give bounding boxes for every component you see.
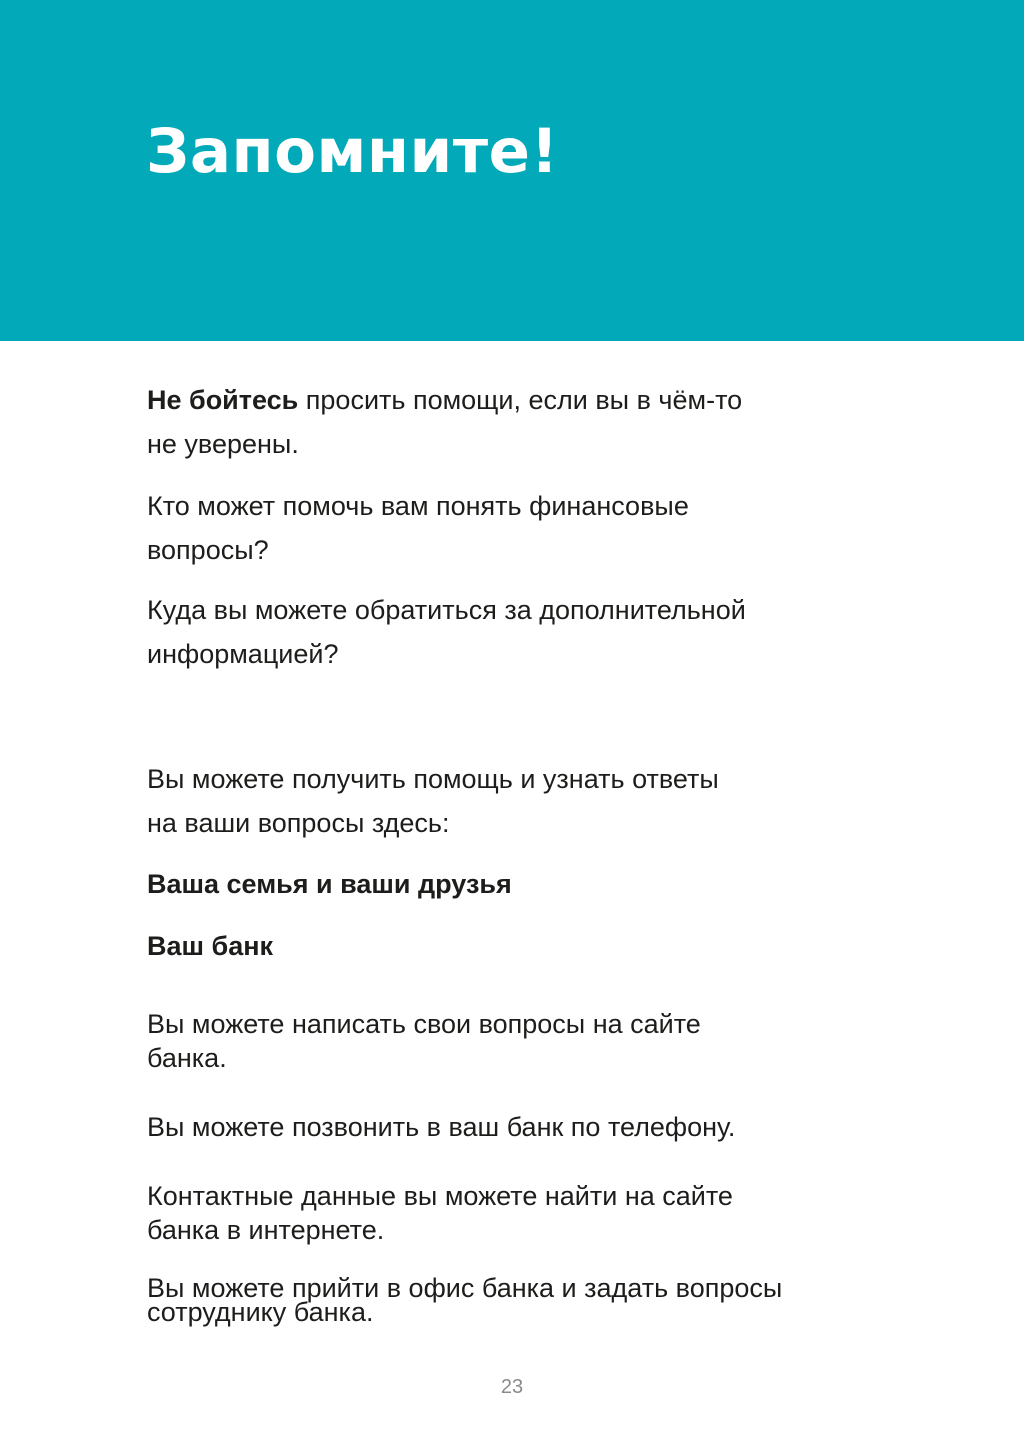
- intro-p1-line1-text: просить помощи, если вы в чём-то: [298, 385, 743, 415]
- intro-p3-line2-text: информацией?: [147, 639, 339, 669]
- intro-paragraph-where-to-go: [147, 588, 907, 676]
- help-source-bank: Ваш банк: [147, 931, 274, 961]
- help-source-family: Ваша семья и ваши друзья: [147, 869, 512, 899]
- page-number: 23: [500, 1376, 524, 1398]
- bank-office-line2-text: сотруднику банка.: [147, 1297, 374, 1327]
- emphasis-dont-be-afraid: Не бойтесь: [147, 385, 299, 415]
- bank-phone-paragraph: Вы можете позвонить в ваш банк по телефону.: [147, 1112, 736, 1142]
- intro-p2-line2-text: вопросы?: [147, 535, 269, 565]
- header-banner: [0, 0, 1024, 341]
- page-title: Запомните!: [146, 116, 559, 187]
- bank-website-line1-text: Вы можете написать свои вопросы на сайте: [147, 1009, 701, 1039]
- intro-p3-line1-text: Куда вы можете обратиться за дополнительной: [147, 595, 746, 625]
- bank-contacts-line2-text: банка в интернете.: [147, 1215, 385, 1245]
- bank-contacts-line1-text: Контактные данные вы можете найти на сайте: [147, 1181, 733, 1211]
- help-intro-paragraph: [147, 757, 907, 845]
- bank-website-line2-text: банка.: [147, 1043, 227, 1073]
- bank-contacts-paragraph: [147, 1179, 907, 1247]
- intro-p2-line1-text: Кто может помочь вам понять финансовые: [147, 491, 689, 521]
- help-line1-text: Вы можете получить помощь и узнать ответы: [147, 764, 719, 794]
- bank-office-paragraph: [147, 1273, 907, 1327]
- help-line2-text: на ваши вопросы здесь:: [147, 808, 450, 838]
- intro-p1-line2-text: не уверены.: [147, 429, 299, 459]
- bank-office-line1-text: Вы можете прийти в офис банка и задать вопросы: [147, 1273, 783, 1303]
- intro-paragraph-dont-be-afraid: [147, 378, 907, 466]
- bank-website-paragraph: [147, 1007, 907, 1075]
- intro-paragraph-who-can-help: [147, 484, 907, 572]
